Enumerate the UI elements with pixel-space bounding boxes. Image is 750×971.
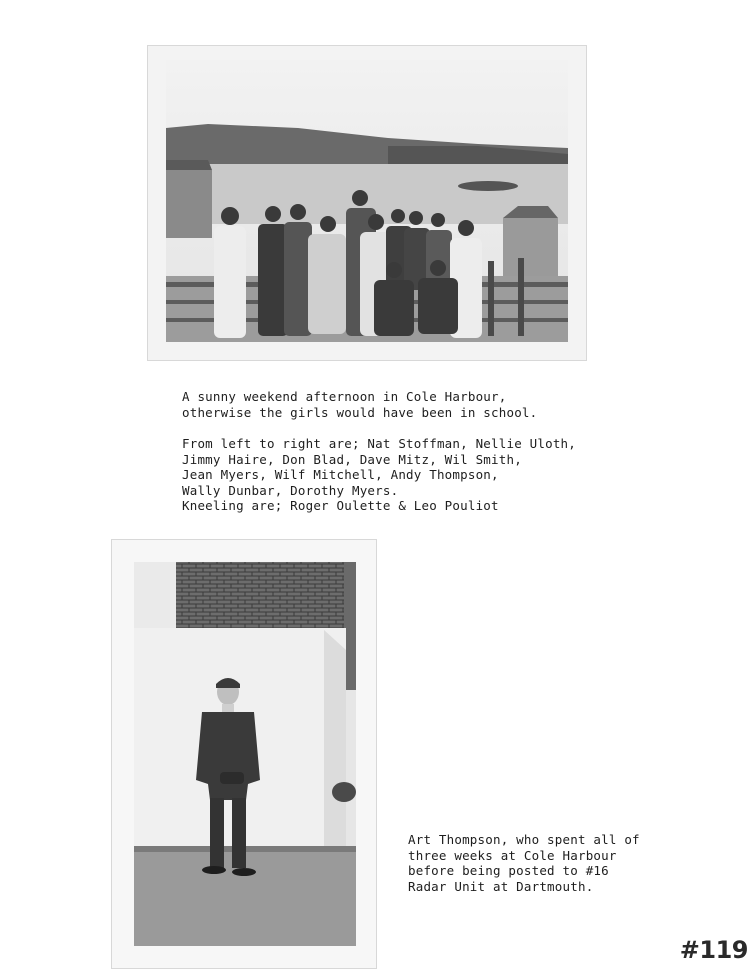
group-photo-caption-intro: A sunny weekend afternoon in Cole Harbour, otherwise the girls would have been in school. xyxy=(182,389,538,420)
portrait-photo-caption: Art Thompson, who spent all of three weeks at Cole Harbour before being posted to #16 Radar Unit at Dartmouth. xyxy=(408,832,640,894)
portrait-photo-image xyxy=(112,540,376,968)
group-photo-image xyxy=(148,46,586,360)
group-photo-caption-names: From left to right are; Nat Stoffman, Nellie Uloth, Jimmy Haire, Don Blad, Dave Mitz, Wil Smith, Jean Myers, Wilf Mitchell, Andy Thompson, Wally Dunbar, Dorothy Myers. Kneeling are; Roger Oulette & Leo Pouliot xyxy=(182,436,577,513)
group-photo xyxy=(148,46,586,360)
portrait-photo xyxy=(112,540,376,968)
page-number: #119 xyxy=(679,936,748,964)
